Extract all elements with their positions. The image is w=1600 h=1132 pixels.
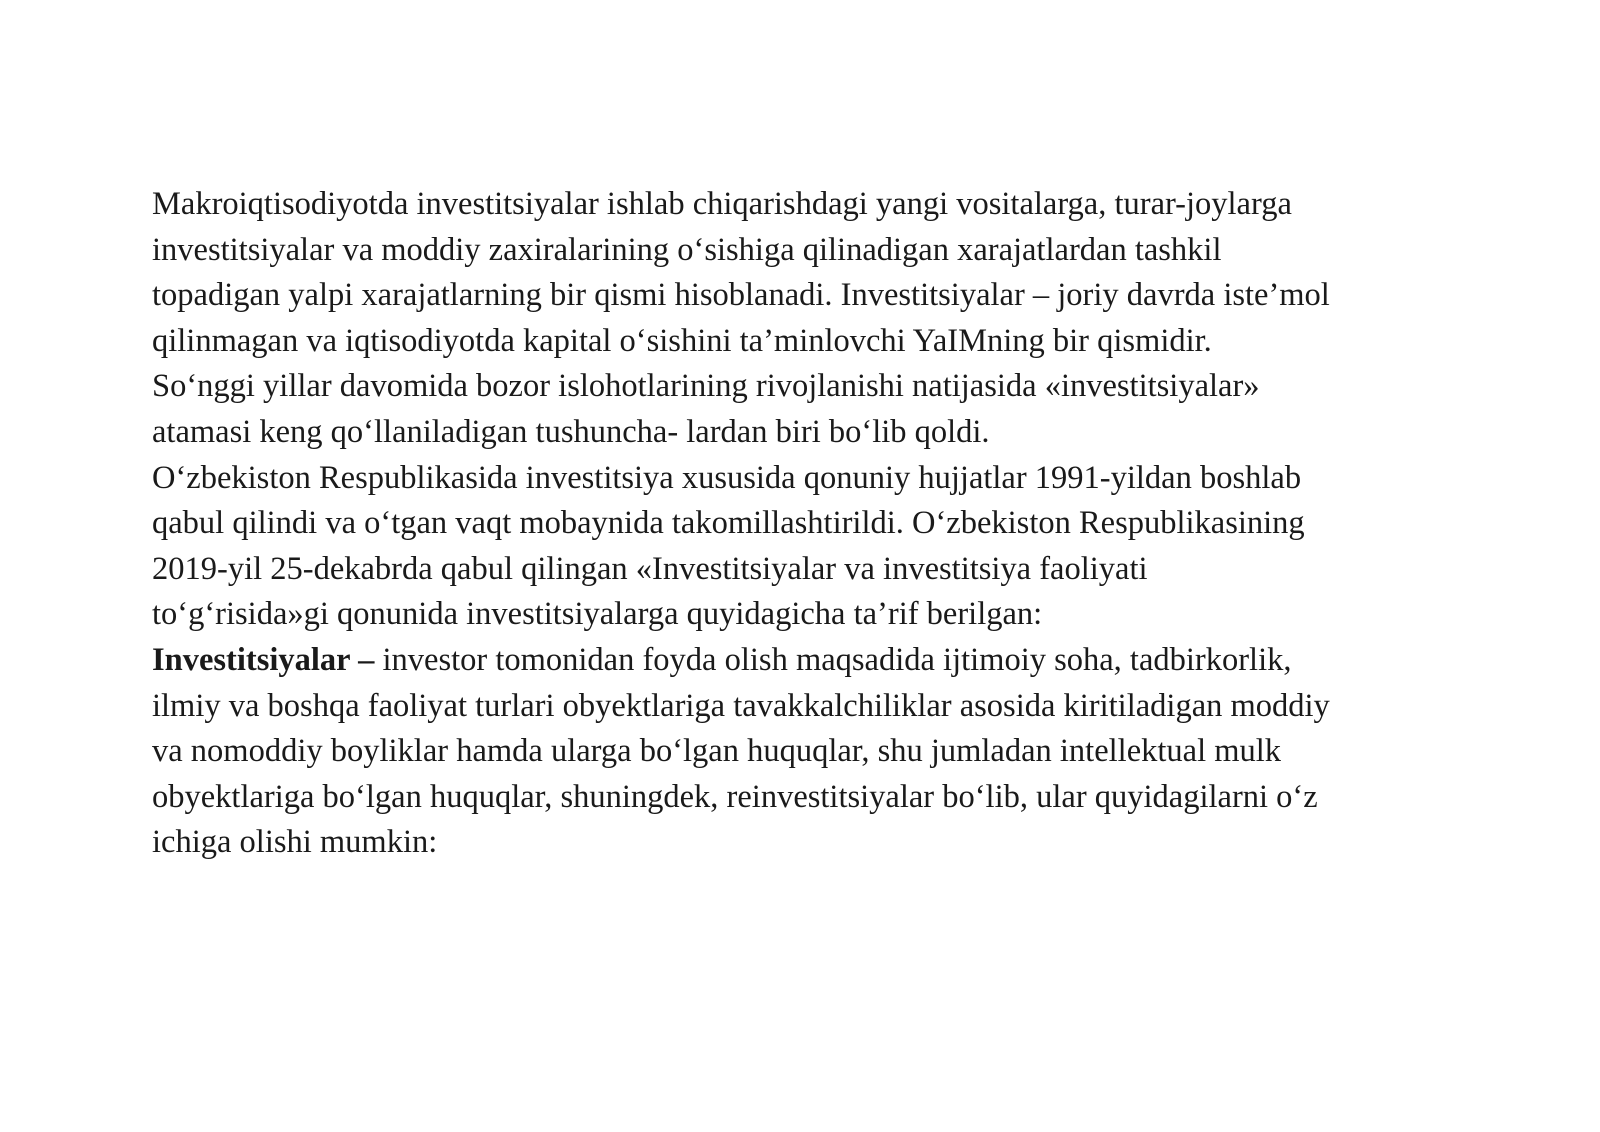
paragraph-legislation bbox=[152, 456, 1547, 638]
text-line: qabul qilindi va o‘tgan vaqt mobaynida takomillashtirildi. O‘zbekiston Respublikasining bbox=[152, 505, 1305, 542]
text-line: to‘g‘risida»gi qonunida investitsiyalarga quyidagicha ta’rif berilgan: bbox=[152, 596, 1043, 633]
text-line: Makroiqtisodiyotda investitsiyalar ishlab chiqarishdagi yangi vositalarga, turar-joylarga bbox=[152, 186, 1292, 222]
definition-text: investor tomonidan foyda olish maqsadida ijtimoiy soha, tadbirkorlik, bbox=[374, 641, 1292, 678]
text-line: va nomoddiy boyliklar hamda ularga bo‘lgan huquqlar, shu jumladan intellektual mulk bbox=[152, 733, 1282, 770]
text-line: investitsiyalar va moddiy zaxiralarining o‘sishiga qilinadigan xarajatlardan tashkil bbox=[152, 231, 1222, 268]
text-line: ilmiy va boshqa faoliyat turlari obyektlariga tavakkalchiliklar asosida kiritiladigan moddiy bbox=[152, 687, 1330, 724]
text-line: O‘zbekiston Respublikasida investitsiya xususida qonuniy hujjatlar 1991-yildan boshlab bbox=[152, 459, 1302, 496]
body-text bbox=[152, 182, 1547, 866]
text-line: ichiga olishi mumkin: bbox=[152, 824, 438, 861]
text-line: 2019-yil 25-dekabrda qabul qilingan «Investitsiyalar va investitsiya faoliyati bbox=[152, 550, 1148, 587]
paragraph-market-reforms bbox=[152, 364, 1547, 455]
paragraph-investments-definition bbox=[152, 638, 1547, 866]
text-line: atamasi keng qo‘llaniladigan tushuncha- lardan biri bo‘lib qoldi. bbox=[152, 413, 990, 450]
paragraph-macro-definition bbox=[152, 182, 1547, 364]
defined-term: Investitsiyalar – bbox=[152, 641, 375, 678]
text-line: qilinmagan va iqtisodiyotda kapital o‘sishini ta’minlovchi YaIMning bir qismidir. bbox=[152, 322, 1212, 359]
text-line: topadigan yalpi xarajatlarning bir qismi hisoblanadi. Investitsiyalar – joriy davrda iste’mol bbox=[152, 277, 1330, 314]
text-line: So‘nggi yillar davomida bozor islohotlarining rivojlanishi natijasida «investitsiyalar» bbox=[152, 368, 1260, 405]
text-line bbox=[152, 638, 1547, 684]
text-line: obyektlariga bo‘lgan huquqlar, shuningdek, reinvestitsiyalar bo‘lib, ular quyidagilarni o‘z bbox=[152, 778, 1318, 815]
